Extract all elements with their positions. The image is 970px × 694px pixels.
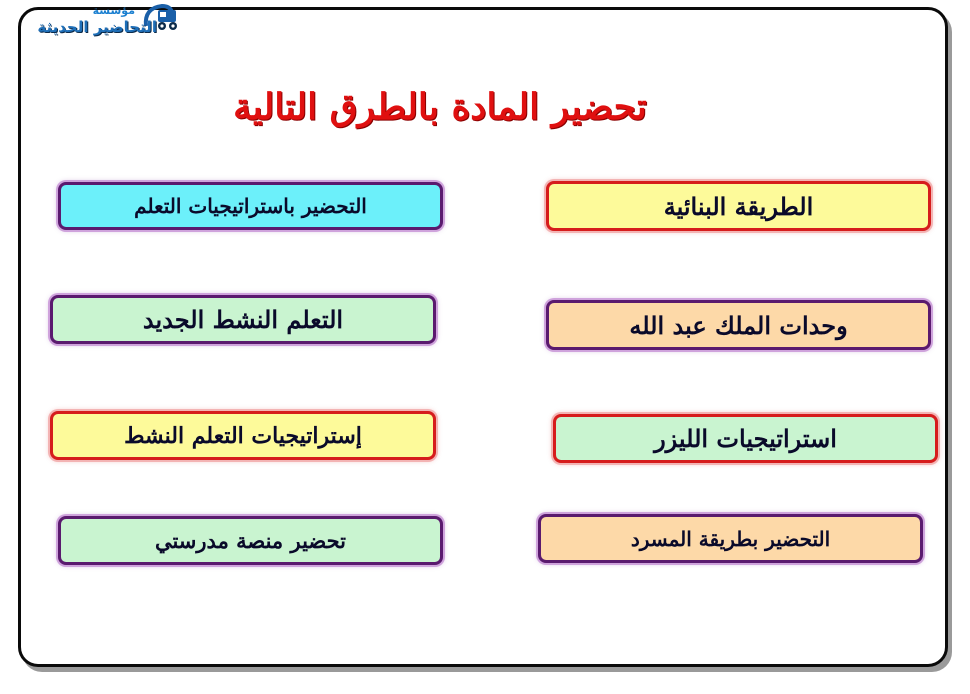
option-strategies-prep[interactable]: التحضير باستراتيجيات التعلم <box>58 182 443 230</box>
option-king-abdullah-units[interactable]: وحدات الملك عبد الله <box>546 300 931 350</box>
option-active-learning-strategies[interactable]: إستراتيجيات التعلم النشط <box>50 411 436 460</box>
option-constructive-method[interactable]: الطريقة البنائية <box>546 181 931 231</box>
page-title: تحضير المادة بالطرق التالية <box>233 86 647 128</box>
logo <box>0 0 185 44</box>
logo-tagline: مؤسسة <box>92 4 135 17</box>
option-laser-strategies[interactable]: استراتيجيات الليزر <box>553 414 938 463</box>
option-new-active-learning[interactable]: التعلم النشط الجديد <box>50 295 436 344</box>
option-madrasati-platform[interactable]: تحضير منصة مدرستي <box>58 516 443 565</box>
option-glossary-method[interactable]: التحضير بطريقة المسرد <box>538 514 923 563</box>
logo-name: التحاضير الحديثة <box>37 18 157 36</box>
